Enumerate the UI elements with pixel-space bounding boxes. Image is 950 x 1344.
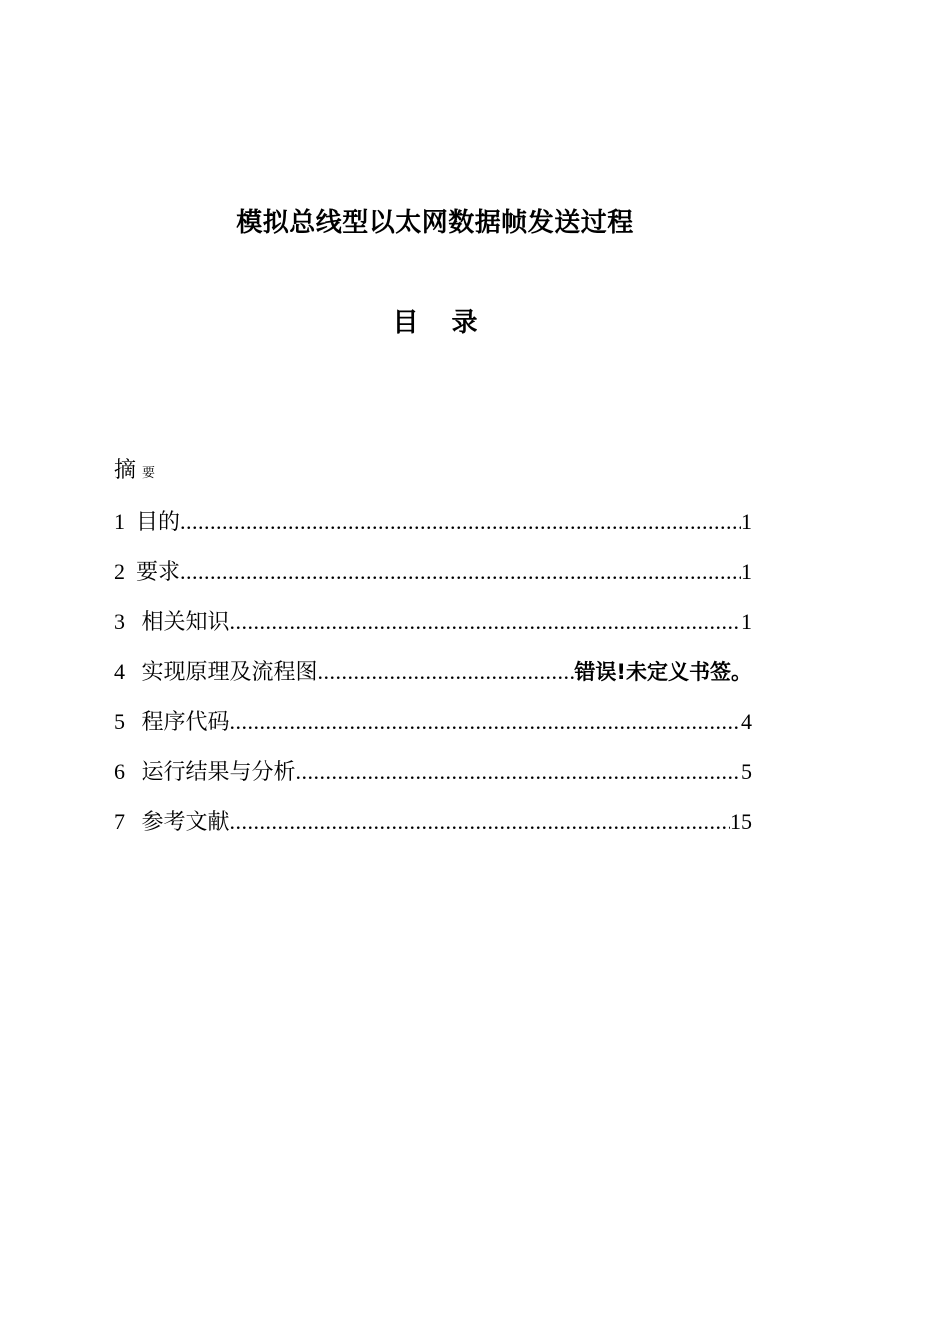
toc-leader-dots — [318, 652, 575, 692]
toc-entry-references[interactable] — [114, 802, 752, 852]
toc-entry-title: 目的 — [136, 510, 181, 535]
toc-entry-title: 实现原理及流程图 — [141, 660, 318, 685]
toc-leader-dots — [180, 552, 741, 592]
toc-entry-page: 15 — [730, 809, 752, 834]
toc-heading: 目 录 — [392, 308, 490, 338]
toc-entry-page: 1 — [741, 509, 752, 534]
toc-entry-related-knowledge[interactable] — [114, 602, 752, 652]
toc-entry-title: 参考文献 — [141, 810, 230, 835]
toc-entry-number: 1 — [114, 509, 136, 534]
toc-entry-number: 2 — [114, 559, 136, 584]
abstract-label-small: 要 — [142, 466, 156, 481]
toc-entry-page: 1 — [741, 559, 752, 584]
toc-leader-dots — [230, 702, 741, 742]
abstract-label: 摘 — [114, 458, 137, 483]
toc-entry-title: 相关知识 — [141, 610, 230, 635]
toc-entry-title: 运行结果与分析 — [141, 760, 296, 785]
toc-entry-title: 程序代码 — [141, 710, 230, 735]
toc-entry-purpose[interactable] — [114, 502, 752, 552]
toc-entry-principle-flowchart[interactable] — [114, 652, 752, 702]
toc-leader-dots — [180, 502, 741, 542]
toc-entry-number: 7 — [114, 809, 142, 834]
table-of-contents — [114, 502, 752, 852]
toc-entry-number: 6 — [114, 759, 142, 784]
toc-entry-number: 3 — [114, 609, 142, 634]
document-title: 模拟总线型以太网数据帧发送过程 — [236, 208, 634, 238]
toc-entry-number: 5 — [114, 709, 142, 734]
toc-entry-page: 5 — [741, 759, 752, 784]
toc-entry-page-error: 错误!未定义书签。 — [574, 660, 752, 684]
toc-entry-page: 4 — [741, 709, 752, 734]
toc-entry-results-analysis[interactable] — [114, 752, 752, 802]
toc-leader-dots — [296, 752, 741, 792]
toc-leader-dots — [230, 602, 741, 642]
toc-entry-requirements[interactable] — [114, 552, 752, 602]
toc-entry-title: 要求 — [136, 560, 181, 585]
toc-entry-number: 4 — [114, 659, 142, 684]
abstract-entry[interactable] — [114, 453, 155, 492]
toc-leader-dots — [230, 802, 730, 842]
toc-entry-page: 1 — [741, 609, 752, 634]
toc-entry-source-code[interactable] — [114, 702, 752, 752]
